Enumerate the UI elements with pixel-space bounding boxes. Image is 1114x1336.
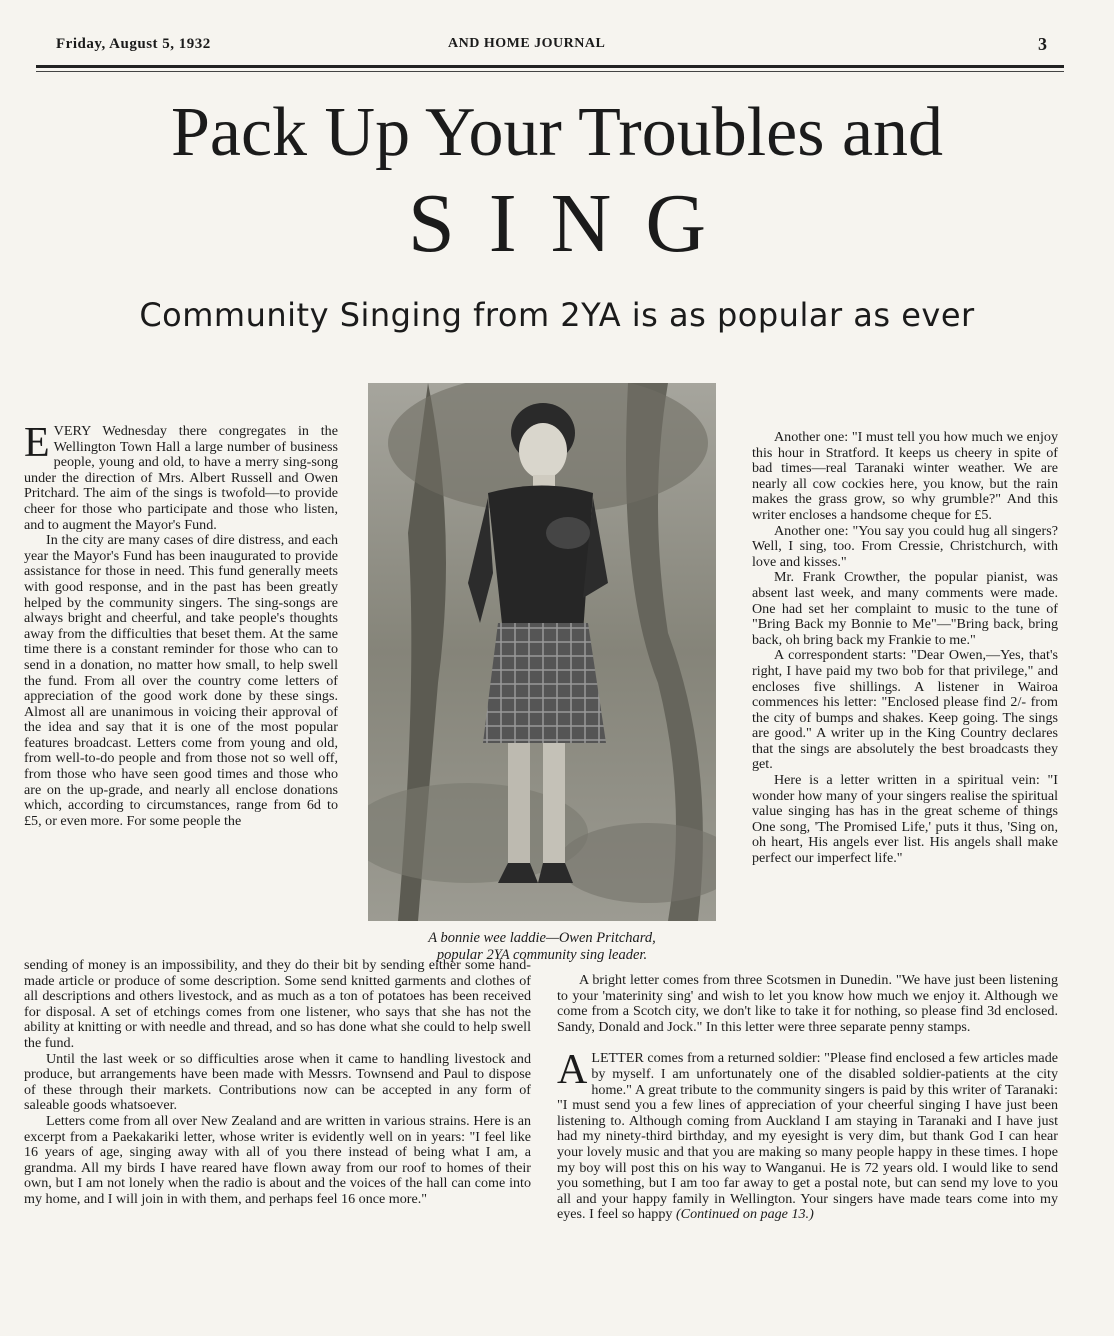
paragraph-frank-crowther: Mr. Frank Crowther, the popular pianist, was absent last week, and many comments were made. One had set her complaint to music to the tune of "Bring Back my Bonnie to Me"—"Bring back, bring back, oh bring back my Frankie to me." <box>752 569 1058 648</box>
header-date: Friday, August 5, 1932 <box>56 36 211 52</box>
caption-line2: popular 2YA community sing leader. <box>436 947 648 963</box>
headline-line2: SING <box>407 177 740 270</box>
paragraph-dear-owen: A correspondent starts: "Dear Owen,—Yes, that's right, I have paid my two bob for that privilege," and encloses five shillings. A listener in Wairoa commences his letter: "Enclosed please find 2/- from the city of bumps and shakes. Keep going. The sings are good." A writer up in the King Country declares that the sings are absolutely the best broadcasts they get. <box>752 647 1058 773</box>
subheadline: Community Singing from 2YA is as popular as ever <box>139 296 975 334</box>
header-rule-thin <box>36 71 1064 72</box>
column-left-wide <box>24 958 531 1208</box>
photo-illustration <box>368 383 716 921</box>
column-right-wide <box>557 973 1058 1223</box>
paragraph-mayors-fund: In the city are many cases of dire distress, and each year the Mayor's Fund has been inaugurated to provide assistance for those in need. This fund generally meets with good response, and in the past has been greatly helped by the community singers. The sing-songs are always bright and cheerful, and take people's thoughts away from the difficulties that beset them. At the same time there is a constant reminder for those who can to send in a donation, no matter how small, to help swell the fund. From all over the country come letters of appreciation of the good work done by these sings. Almost all are unanimous in voicing their approval of the idea and say that it is one of the most popular features broadcast. Letters come from young and old, from well-to-do people and from those not so well off, from those who have seen good times and those who are on the up-grade, and nearly all enclose donations which, according to circumstances, range from 6d to £5, or even more. For some people the <box>24 532 338 829</box>
dropcap-e: E <box>24 420 50 466</box>
paragraph-scotsmen: A bright letter comes from three Scotsmen in Dunedin. "We have just been listening to your 'materinity sing' and wish to let you know how much we enjoy it. Although we come from a Scotch city, we don't like to take it for nothing, so please find 3d enclosed. Sandy, Donald and Jock." In this letter were three separate penny stamps. <box>557 972 1058 1035</box>
paragraph-stratford: Another one: "I must tell you how much we enjoy this hour in Stratford. It keeps us cheery in spite of bad times—real Taranaki winter weather. We are nearly all cow cockies here, you know, but the rain makes the grass grow, so why grumble?" And this writer encloses a handsome cheque for £5. <box>752 429 1058 523</box>
paragraph-livestock: Until the last week or so difficulties arose when it came to handling livestock and produce, but arrangements have been made with Messrs. Townsend and Paul to dispose of these through their markets. Contributions now can be accepted in any form of saleable goods whatsoever. <box>24 1050 531 1114</box>
header-rule <box>36 65 1064 68</box>
photo-owen-pritchard <box>368 383 716 921</box>
paragraph-intro: EVERY Wednesday there congregates in the Wellington Town Hall a large number of business people, young and old, to have a merry sing-song under the direction of Mrs. Albert Russell and Owen Pritchard. The aim of the sings is twofold—to provide cheer for those who participate and those who listen, and to augment the Mayor's Fund. <box>24 420 338 533</box>
header-journal: AND HOME JOURNAL <box>448 36 606 51</box>
paragraph-sending-money: sending of money is an impossibility, and they do their bit by sending either some hand-made article or produce of some description. Some send knitted garments and clothes of all descriptions and others livestock, and as much as a ton of potatoes has been received for disposal. A set of etchings comes from one listener, who says that she has not the ability at knitting or with needle and thread, and so has done what she could to help swell the fund. <box>24 957 531 1051</box>
paragraph-cressie: Another one: "You say you could hug all singers? Well, I sing, too. From Cressie, Christchurch, with love and kisses." <box>752 522 1058 570</box>
column-right <box>752 430 1058 867</box>
headline-line1: Pack Up Your Troubles and <box>170 94 944 171</box>
paragraph-spiritual: Here is a letter written in a spiritual vein: "I wonder how many of your singers realise the spiritual value singing has has in the great scheme of things One song, 'The Promised Life,' puts it thus, 'Sing on, oh heart, His angels ever list. His angels shall make perfect our imperfect life." <box>752 772 1058 867</box>
paragraph-letters-nz: Letters come from all over New Zealand and are written in various strains. Here is an excerpt from a Paekakariki letter, whose writer is evidently well on in years: "I feel like 16 years of age, singing away with all of you there instead of being what I am, a grandma. All my birds I have reared have flown away from our roof to homes of their own, but I am not lonely when the radio is about and the voices of the hall can come into my home, and I will join in with them, and perhaps feel 16 once more." <box>24 1112 531 1207</box>
paragraph-soldier: ALETTER comes from a returned soldier: "Please find enclosed a few articles made by myself. I am unfortunately one of the disabled soldier-patients at the city home." A great tribute to the community singers is paid by this writer of Taranaki: "I must send you a few lines of appreciation of your cheerful singing I have just been listening to. Although coming from Auckland I am staying in Taranaki and I have just had my ninety-third birthday, and my eyesight is very dim, but thank God I can hear your lovely music and that you are making so many people happy in these times. I hope my boy will post this on his way to Wanganui. He is 72 years old. I would like to send you something, but I am too far away to get a postal note, but can send my love to you all and your happy family in Wellington. Your singers have made tears come into my eyes. I feel so happy (Continued on page 13.) <box>557 1047 1058 1223</box>
caption-line1: A bonnie wee laddie—Owen Pritchard, <box>428 930 656 946</box>
continued-note: (Continued on page 13.) <box>675 1206 814 1223</box>
header-page-number: 3 <box>1038 34 1048 54</box>
column-left <box>24 420 338 829</box>
dropcap-a: A <box>557 1047 588 1094</box>
